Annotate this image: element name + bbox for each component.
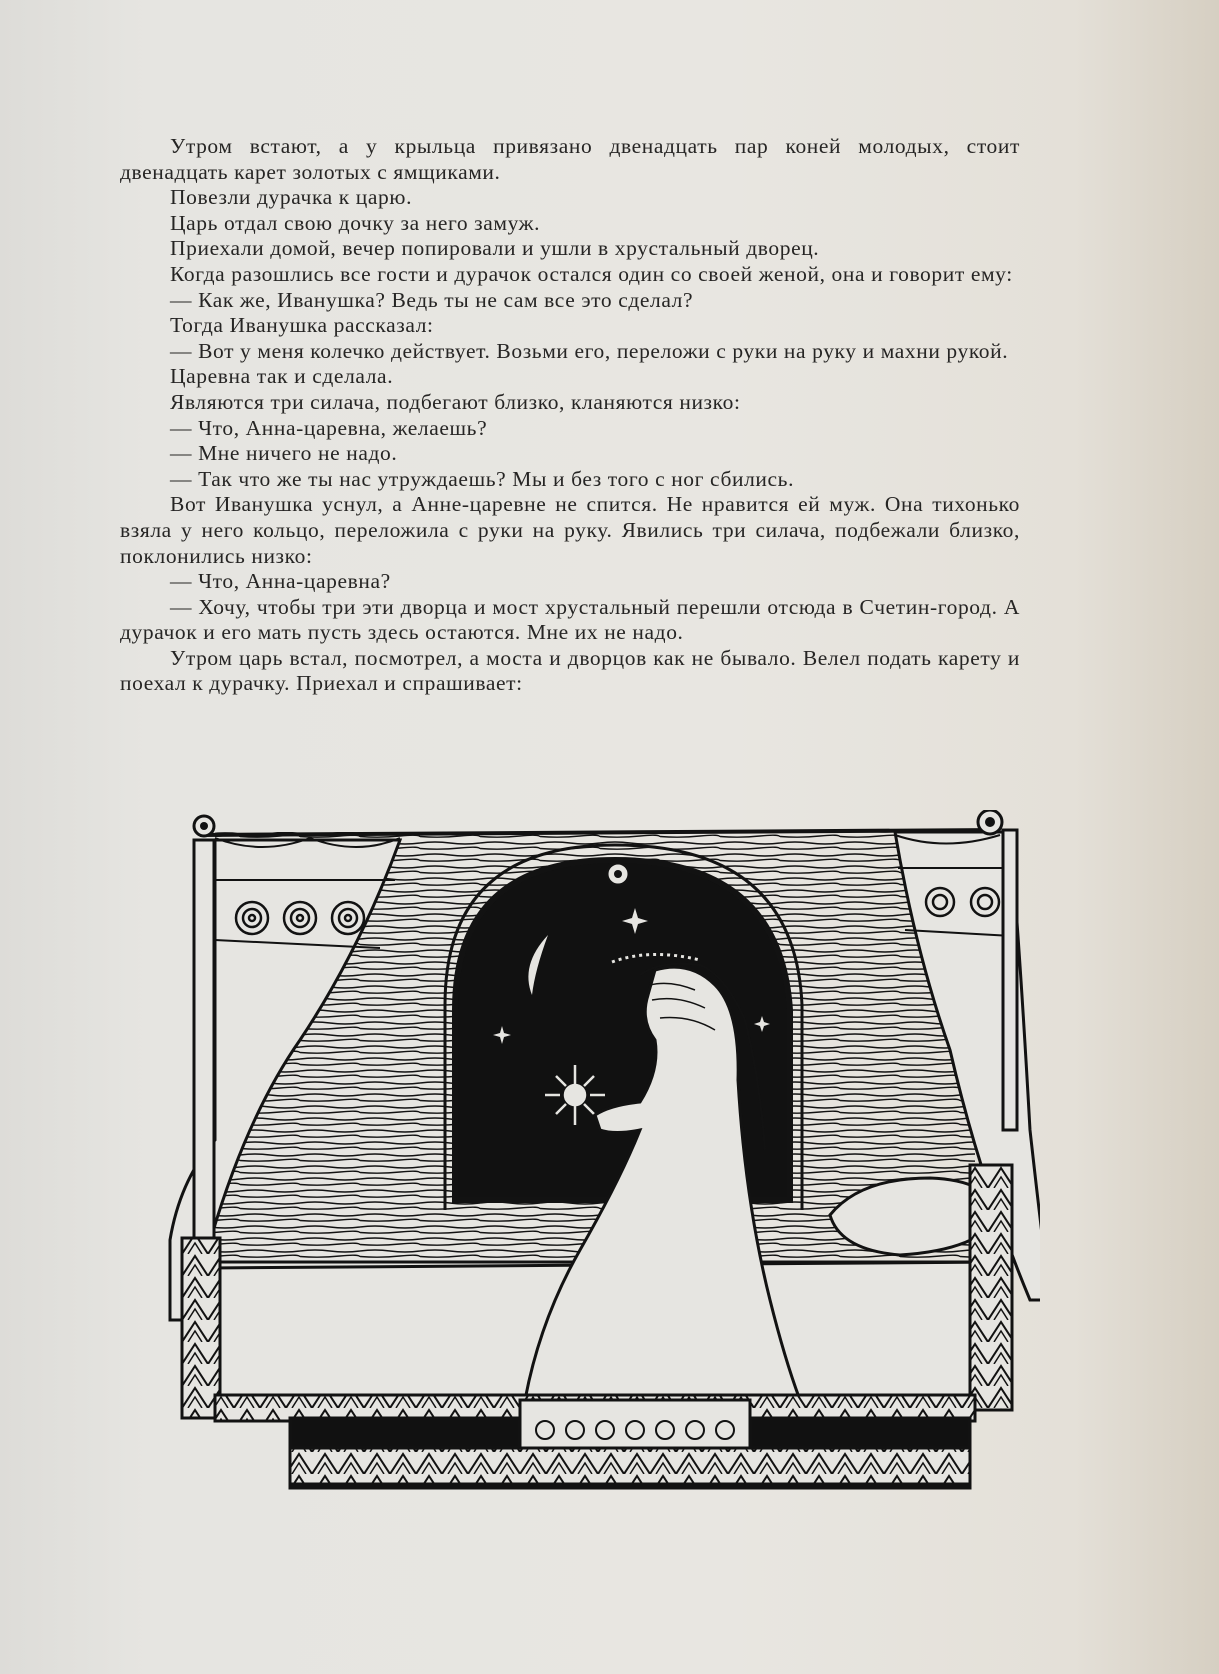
paragraph: — Так что же ты нас утруждаешь? Мы и без того с ног сбились. [170,466,795,491]
paragraph: Когда разошлись все гости и дурачок остался один со своей женой, она и говорит ему: [170,261,1013,286]
paragraph: — Вот у меня колечко действует. Возьми его, переложи с руки на руку и махни рукой. [170,338,1009,363]
paragraph: — Что, Анна-царевна, желаешь? [170,415,488,440]
paragraph: Тогда Иванушка рассказал: [170,313,434,338]
paragraph: Утром царь встал, посмотрел, а моста и дворцов как не бывало. Велел подать карету и поехал к дурачку. Приехал и спрашивает: [120,645,1020,696]
bed-base-ornament [290,1448,970,1484]
story-text [120,134,1020,697]
paragraph: Приехали домой, вечер попировали и ушли в хрустальный дворец. [170,236,820,261]
paragraph: — Что, Анна-царевна? [170,569,391,594]
paragraph: Царевна так и сделала. [170,364,394,389]
paragraph: Царь отдал свою дочку за него замуж. [170,210,541,235]
right-bed-post [1003,830,1017,1130]
paragraph: — Мне ничего не надо. [170,441,398,466]
paragraph: Вот Иванушка уснул, а Анне-царевне не спится. Не нравится ей муж. Она тихонько взяла у него кольцо, переложила с руки на руку. Явились три силача, подбежали близко, поклонились низко: [120,492,1020,568]
bed-frame-right-panel [970,1165,1012,1410]
paragraph: Утром встают, а у крыльца привязано двенадцать пар коней молодых, стоит двенадцать карет золотых с ямщиками. [120,134,1020,184]
illustration-tsarevna-at-window [150,810,1040,1500]
paragraph: Повезли дурачка к царю. [170,185,413,210]
paragraph: — Как же, Иванушка? Ведь ты не сам все это сделал? [170,287,694,312]
paragraph: Являются три силача, подбегают близко, кланяются низко: [170,389,741,414]
paragraph: — Хочу, чтобы три эти дворца и мост хрустальный перешли отсюда в Счетин-город. А дурачок и его мать пусть здесь остаются. Мне их не надо. [120,594,1020,645]
bed-frame-left-panel [182,1238,220,1418]
